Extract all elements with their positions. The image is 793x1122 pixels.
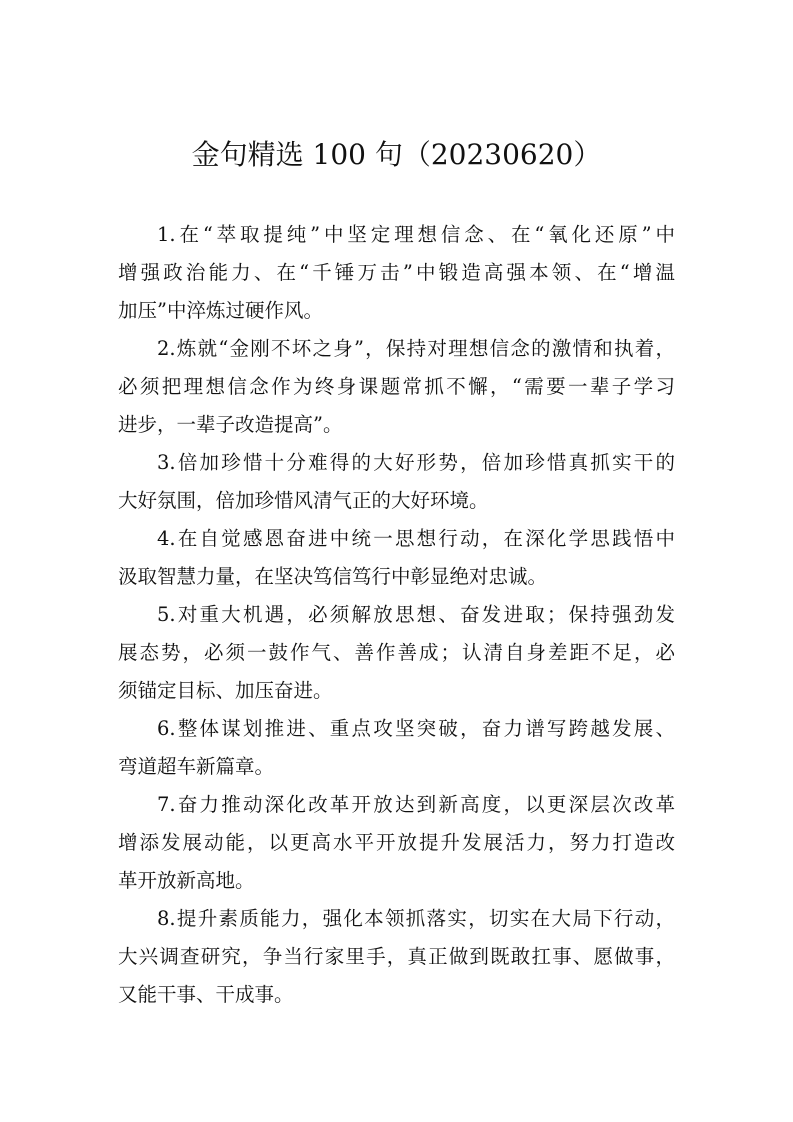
- text-line: 增添发展动能，以更高水平开放提升发展活力，努力打造改: [118, 831, 675, 854]
- text-line: 3.倍加珍惜十分难得的大好形势，倍加珍惜真抓实干的: [157, 451, 675, 474]
- paragraph-7: [118, 786, 675, 900]
- text-line: 革开放新高地。: [118, 869, 255, 892]
- text-line: 大好氛围，倍加珍惜风清气正的大好环境。: [118, 489, 489, 512]
- paragraph-5: [118, 596, 675, 710]
- text-line: 进步，一辈子改造提高”。: [118, 413, 343, 436]
- text-line: 必须把理想信念作为终身课题常抓不懈，“需要一辈子学习: [118, 375, 675, 398]
- document-title: 金句精选 100 句（20230620）: [191, 138, 602, 171]
- paragraph-1: [118, 216, 675, 330]
- text-line: 弯道超车新篇章。: [118, 755, 275, 778]
- paragraph-2: [118, 330, 675, 444]
- text-line: 须锚定目标、加压奋进。: [118, 679, 333, 702]
- text-line: 2.炼就“金刚不坏之身”，保持对理想信念的激情和执着，: [157, 337, 675, 360]
- paragraph-6: [118, 710, 675, 786]
- document-body: [118, 216, 675, 1014]
- paragraph-4: [118, 520, 675, 596]
- paragraph-8: [118, 900, 675, 1014]
- text-line: 1.在“萃取提纯”中坚定理想信念、在“氧化还原”中: [157, 223, 675, 246]
- text-line: 汲取智慧力量，在坚决笃信笃行中彰显绝对忠诚。: [118, 565, 548, 588]
- text-line: 4.在自觉感恩奋进中统一思想行动，在深化学思践悟中: [157, 527, 675, 550]
- text-line: 6.整体谋划推进、重点攻坚突破，奋力谱写跨越发展、: [157, 717, 675, 740]
- text-line: 展态势，必须一鼓作气、善作善成；认清自身差距不足，必: [118, 641, 675, 664]
- text-line: 大兴调查研究，争当行家里手，真正做到既敢扛事、愿做事，: [118, 945, 675, 968]
- text-line: 7.奋力推动深化改革开放达到新高度，以更深层次改革: [157, 793, 675, 816]
- text-line: 又能干事、干成事。: [118, 983, 294, 1006]
- text-line: 增强政治能力、在“千锤万击”中锻造高强本领、在“增温: [118, 261, 675, 284]
- paragraph-3: [118, 444, 675, 520]
- text-line: 8.提升素质能力，强化本领抓落实，切实在大局下行动，: [157, 907, 675, 930]
- text-line: 加压”中淬炼过硬作风。: [118, 299, 323, 322]
- text-line: 5.对重大机遇，必须解放思想、奋发进取；保持强劲发: [157, 603, 675, 626]
